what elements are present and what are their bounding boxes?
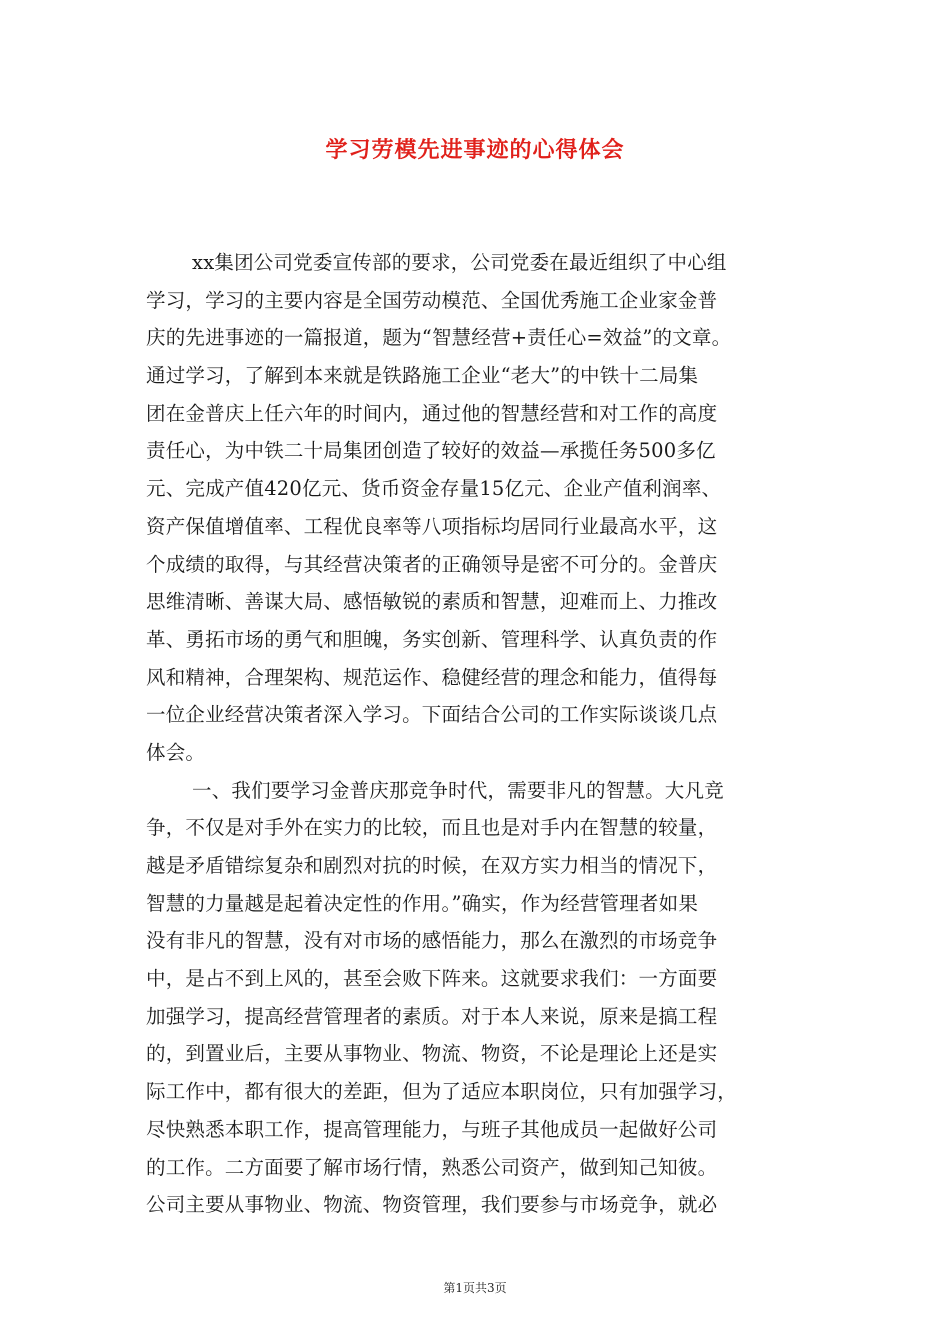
paragraph-line: 的，到置业后，主要从事物业、物流、物资，不论是理论上还是实 <box>146 1042 718 1066</box>
paragraph-line: 一位企业经营决策者深入学习。下面结合公司的工作实际谈谈几点 <box>146 703 718 727</box>
paragraph-line: 没有非凡的智慧，没有对市场的感悟能力，那么在激烈的市场竞争 <box>146 929 718 953</box>
paragraph-line: 体会。 <box>146 740 206 764</box>
document-body <box>146 244 810 1224</box>
paragraph-line: 中，是占不到上风的，甚至会败下阵来。这就要求我们：一方面要 <box>146 967 718 991</box>
paragraph-line: 个成绩的取得，与其经营决策者的正确领导是密不可分的。金普庆 <box>146 552 718 576</box>
paragraph-line: 资产保值增值率、工程优良率等八项指标均居同行业最高水平，这 <box>146 514 718 538</box>
paragraph-line: 尽快熟悉本职工作，提高管理能力，与班子其他成员一起做好公司 <box>146 1117 718 1141</box>
paragraph-line: 学习，学习的主要内容是全国劳动模范、全国优秀施工企业家金普 <box>146 288 718 312</box>
paragraph-line: 智慧的力量越是起着决定性的作用。”确实，作为经营管理者如果 <box>146 891 699 915</box>
paragraph-line: 争，不仅是对手外在实力的比较，而且也是对手内在智慧的较量， <box>146 816 718 840</box>
paragraph-line: 一、我们要学习金普庆那竞争时代，需要非凡的智慧。大凡竞 <box>192 778 724 802</box>
paragraph-line: 庆的先进事迹的一篇报道，题为“智慧经营+责任心=效益”的文章。 <box>146 326 732 350</box>
paragraph-line: 通过学习，了解到本来就是铁路施工企业“老大”的中铁十二局集 <box>146 364 699 388</box>
paragraph-line: 思维清晰、善谋大局、感悟敏锐的素质和智慧，迎难而上、力推改 <box>146 590 718 614</box>
paragraph-line: 加强学习，提高经营管理者的素质。对于本人来说，原来是搞工程 <box>146 1004 718 1028</box>
page-number: 第1页共3页 <box>443 1281 507 1295</box>
page-footer <box>0 1279 950 1296</box>
paragraph-line: 责任心，为中铁二十局集团创造了较好的效益—承揽任务500多亿 <box>146 439 716 463</box>
paragraph-line: 风和精神，合理架构、规范运作、稳健经营的理念和能力，值得每 <box>146 665 718 689</box>
document-title: 学习劳模先进事迹的心得体会 <box>325 137 625 163</box>
paragraph-line: 团在金普庆上任六年的时间内，通过他的智慧经营和对工作的高度 <box>146 401 718 425</box>
paragraph-line: 革、勇拓市场的勇气和胆魄，务实创新、管理科学、认真负责的作 <box>146 627 718 651</box>
paragraph-line: 越是矛盾错综复杂和剧烈对抗的时候，在双方实力相当的情况下， <box>146 854 718 877</box>
paragraph-line: xx集团公司党委宣传部的要求，公司党委在最近组织了中心组 <box>192 251 727 274</box>
paragraph-line: 元、完成产值420亿元、货币资金存量15亿元、企业产值利润率、 <box>146 477 722 501</box>
paragraph-line: 际工作中，都有很大的差距，但为了适应本职岗位，只有加强学习， <box>146 1080 738 1104</box>
paragraph-line: 的工作。二方面要了解市场行情，熟悉公司资产，做到知己知彼。 <box>146 1155 718 1179</box>
paragraph-line: 公司主要从事物业、物流、物资管理，我们要参与市场竞争，就必 <box>146 1193 718 1217</box>
